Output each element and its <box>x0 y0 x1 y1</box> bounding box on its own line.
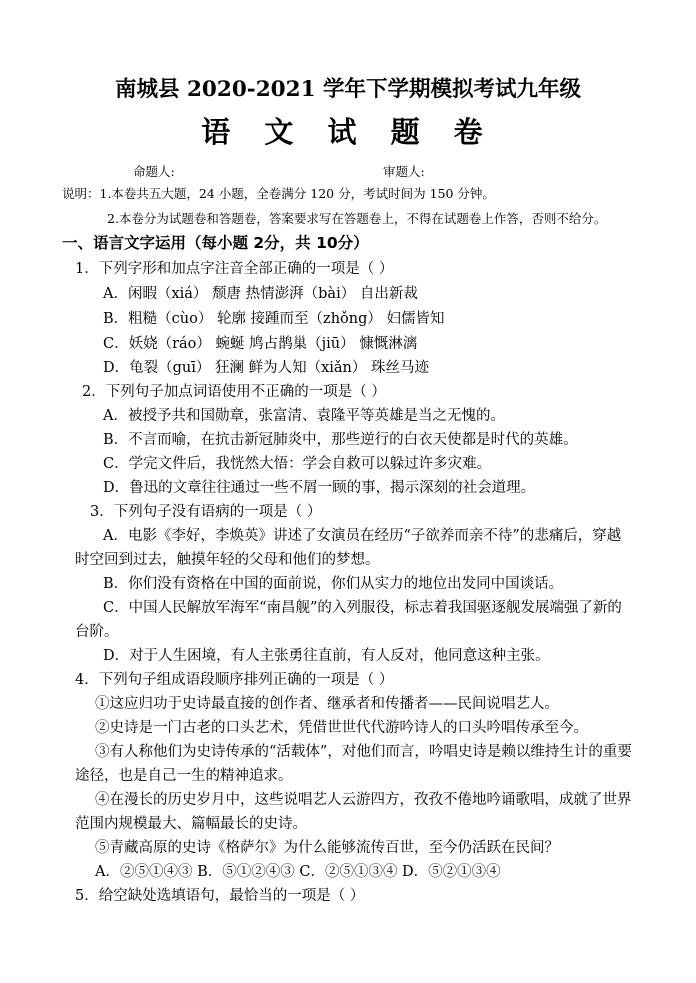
instruction-line-2: 2.本卷分为试题卷和答题卷，答案要求写在答题卷上，不得在试题卷上作答，否则不给分。 <box>107 211 607 226</box>
question-2-option-d: D．鲁迅的文章往往通过一些不屑一顾的事，揭示深刻的社会道理。 <box>103 480 536 496</box>
section-heading: 一、语言文字运用（每小题 2分，共 10分） <box>62 234 369 252</box>
author-label: 命题人: <box>133 164 175 179</box>
question-2-option-a: A．被授予共和国勋章，张富清、袁隆平等英雄是当之无愧的。 <box>103 408 505 424</box>
question-2-option-b: B．不言而喻，在抗击新冠肺炎中，那些逆行的白衣天使都是时代的英雄。 <box>103 432 578 448</box>
question-3-option-a-line-2: 时空回到过去，触摸年轻的父母和他们的梦想。 <box>75 552 380 568</box>
question-3-option-c-line-1: C．中国人民解放军海军“南昌舰”的入列服役，标志着我国驱逐舰发展端强了新的 <box>103 600 622 616</box>
question-1-option-d: D．龟裂（guī） 狂澜 鲜为人知（xiǎn） 珠丝马迹 <box>103 360 430 376</box>
question-4-sentence-1: ①这应归功于史诗最直接的创作者、继承者和传播者——民间说唱艺人。 <box>95 696 559 712</box>
exam-subtitle: 语 文 试 题 卷 <box>201 115 495 149</box>
question-1-option-a: A．闲暇（xiá） 颓唐 热情澎湃（bài） 自出新裁 <box>103 286 418 302</box>
question-4-sentence-3-line-2: 途径，也是自己一生的精神追求。 <box>75 768 293 784</box>
question-1-option-c: C．妖娆（ráo） 蜿蜒 鸠占鹊巢（jiū） 慷慨淋漓 <box>103 336 418 352</box>
question-3-option-c-line-2: 台阶。 <box>75 624 119 640</box>
question-4-sentence-5: ⑤青藏高原的史诗《格萨尔》为什么能够流传百世，至今仍活跃在民间？ <box>95 840 559 856</box>
question-2-stem: 2．下列句子加点词语使用不正确的一项是（ ） <box>82 384 386 400</box>
question-3-option-a-line-1: A．电影《李好，李焕英》讲述了女演员在经历“子欲养而亲不待”的悲痛后，穿越 <box>103 528 622 544</box>
question-4-sentence-4-line-1: ④在漫长的历史岁月中，这些说唱艺人云游四方，孜孜不倦地吟诵歌唱，成就了世界 <box>95 792 632 808</box>
question-4-sentence-4-line-2: 范围内规模最大、篇幅最长的史诗。 <box>75 816 307 832</box>
question-4-sentence-3-line-1: ③有人称他们为史诗传承的“活载体”，对他们而言，吟唱史诗是赖以维持生计的重要 <box>95 744 632 760</box>
question-3-stem: 3．下列句子没有语病的一项是（ ） <box>90 504 322 520</box>
reviewer-label: 审题人: <box>383 164 425 179</box>
question-4-stem: 4．下列句子组成语段顺序排列正确的一项是（ ） <box>75 672 394 688</box>
question-3-option-d: D．对于人生困境，有人主张勇往直前，有人反对，他同意这种主张。 <box>103 648 550 664</box>
instruction-line-1: 说明：1.本卷共五大题，24 小题，全卷满分 120 分，考试时间为 150 分钟。 <box>62 186 495 201</box>
question-4-sentence-2: ②史诗是一门古老的口头艺术，凭借世世代代游吟诗人的口头吟唱传承至今。 <box>95 720 588 736</box>
question-3-option-b: B．你们没有资格在中国的面前说，你们从实力的地位出发同中国谈话。 <box>103 576 564 592</box>
question-1-option-b: B．粗糙（cùo） 轮廓 接踵而至（zhǒng） 妇儒皆知 <box>103 311 445 327</box>
exam-title: 南城县 2020-2021 学年下学期模拟考试九年级 <box>114 77 582 102</box>
question-2-option-c: C．学完文件后，我恍然大悟：学会自救可以躲过许多灾难。 <box>103 456 492 472</box>
question-5-stem: 5．给空缺处选填语句，最恰当的一项是（ ） <box>75 888 365 904</box>
question-1-stem: 1．下列字形和加点字注音全部正确的一项是（ ） <box>75 261 394 277</box>
question-4-answer-options: A．②⑤①④③ B．⑤①②④③ C．②⑤①③④ D．⑤②①③④ <box>95 864 501 880</box>
